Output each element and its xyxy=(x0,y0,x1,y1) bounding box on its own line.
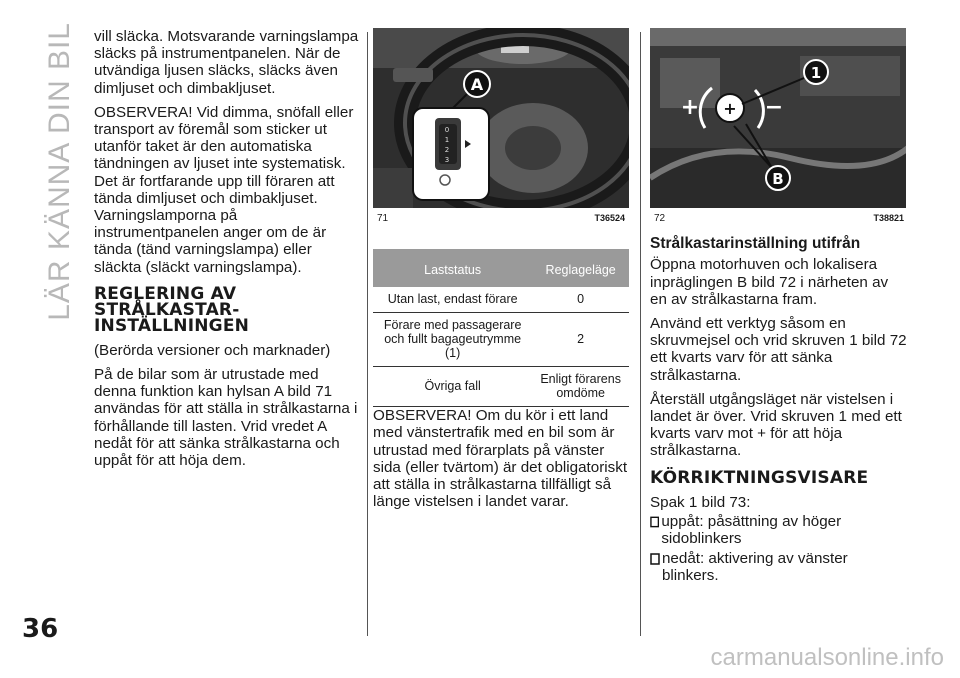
paragraph: Använd ett verktyg såsom en skruvmejsel och vrid skruven 1 bild 72 ett kvarts varv för att sänka strålkastarna. xyxy=(650,315,907,384)
minus-symbol: − xyxy=(764,95,784,120)
paragraph: vill släcka. Motsvarande varningslampa släcks på instrumentpanelen. När de utvändiga ljusen släcks, släcks även dimljuset och dimbakljuset. xyxy=(94,28,359,97)
figure-caption xyxy=(650,210,908,227)
list-item: uppåt: påsättning av höger sidoblinkers xyxy=(650,513,908,547)
load-adjustment-table xyxy=(373,249,629,407)
engine-bay-illustration xyxy=(650,28,906,208)
dial-mark: 2 xyxy=(444,146,450,154)
callout-1: 1 xyxy=(810,64,822,82)
page-number: 36 xyxy=(22,614,59,644)
paragraph: OBSERVERA! Vid dimma, snöfall eller transport av föremål som sticker ut utanför taket är den automatiska tändningen av ljuset inte systematisk. Det är fortfarande upp till föraren att tända dimljuset och dimbakljuset. Varningslamporna på instrumentpanelen anger om de är tända (tänd varningslampa) eller släckta (släckt varningslampa). xyxy=(94,103,354,276)
figure-code: T36524 xyxy=(594,213,625,223)
column-divider xyxy=(640,32,641,636)
paragraph: (Berörda versioner och marknader) xyxy=(94,341,331,359)
section-heading: KÖRRIKTNINGSVISARE xyxy=(650,467,869,488)
figure-72-headlamp xyxy=(650,28,906,208)
chapter-title: LÄR KÄNNA DIN BIL xyxy=(43,22,76,321)
table-header: Laststatus xyxy=(373,249,532,287)
table-cell: Förare med passagerare och fullt bagageutrymme (1) xyxy=(373,313,532,367)
column-2 xyxy=(373,28,629,517)
plus-symbol: + xyxy=(680,95,700,120)
table-row xyxy=(373,367,629,407)
dial-mark: 3 xyxy=(444,156,450,164)
dial-mark: 1 xyxy=(444,136,450,144)
table-cell: Enligt förarens omdöme xyxy=(532,367,629,407)
arrow-down-icon xyxy=(650,552,660,565)
paragraph: Återställ utgångsläget när vistelsen i landet är över. Vrid skruven 1 med ett kvarts varv mot + för att höja strålkastarna. xyxy=(650,390,902,460)
dashboard-illustration xyxy=(373,28,629,208)
watermark: carmanualsonline.info xyxy=(710,644,944,671)
figure-number: 72 xyxy=(654,213,666,224)
table-row xyxy=(373,313,629,367)
figure-number: 71 xyxy=(377,213,389,224)
callout-a: A xyxy=(470,75,484,94)
list-item: nedåt: aktivering av vänster blinkers. xyxy=(650,550,908,584)
callout-b: B xyxy=(772,170,784,188)
paragraph: På de bilar som är utrustade med denna funktion kan hylsan A bild 71 användas för att ställa in strålkastarna i förhållande till lasten. Vrid vredet A nedåt för att sänka strålkastarna och uppåt för att höja dem. xyxy=(94,366,358,470)
column-3 xyxy=(650,28,908,588)
table-cell: Övriga fall xyxy=(373,367,532,407)
paragraph: Öppna motorhuven och lokalisera inpräglingen B bild 72 i närheten av en av strålkastarna fram. xyxy=(650,256,889,308)
subheading: Strålkastarinställning utifrån xyxy=(650,235,861,253)
table-cell: 0 xyxy=(532,287,629,313)
arrow-up-icon xyxy=(650,515,659,528)
column-1 xyxy=(94,28,362,476)
table-cell: 2 xyxy=(532,313,629,367)
section-heading: REGLERING AV STRÅLKASTAR-INSTÄLLNINGEN xyxy=(94,283,250,336)
figure-caption xyxy=(373,210,629,227)
paragraph: Spak 1 bild 73: xyxy=(650,493,751,511)
table-cell: Utan last, endast förare xyxy=(373,287,532,313)
column-divider xyxy=(367,32,368,636)
note-paragraph: OBSERVERA! Om du kör i ett land med vänstertrafik med en bil som är utrustad med förarplats på vänster sida (eller tvärtom) är det obligatoriskt att ställa in strålkastarna tillfälligt så länge vistelsen i landet varar. xyxy=(373,407,628,511)
svg-text:+: + xyxy=(723,99,737,118)
table-row xyxy=(373,287,629,313)
figure-71-steering-wheel xyxy=(373,28,629,208)
table-header: Reglageläge xyxy=(532,249,629,287)
dial-mark: 0 xyxy=(444,126,450,134)
figure-code: T38821 xyxy=(873,213,904,223)
